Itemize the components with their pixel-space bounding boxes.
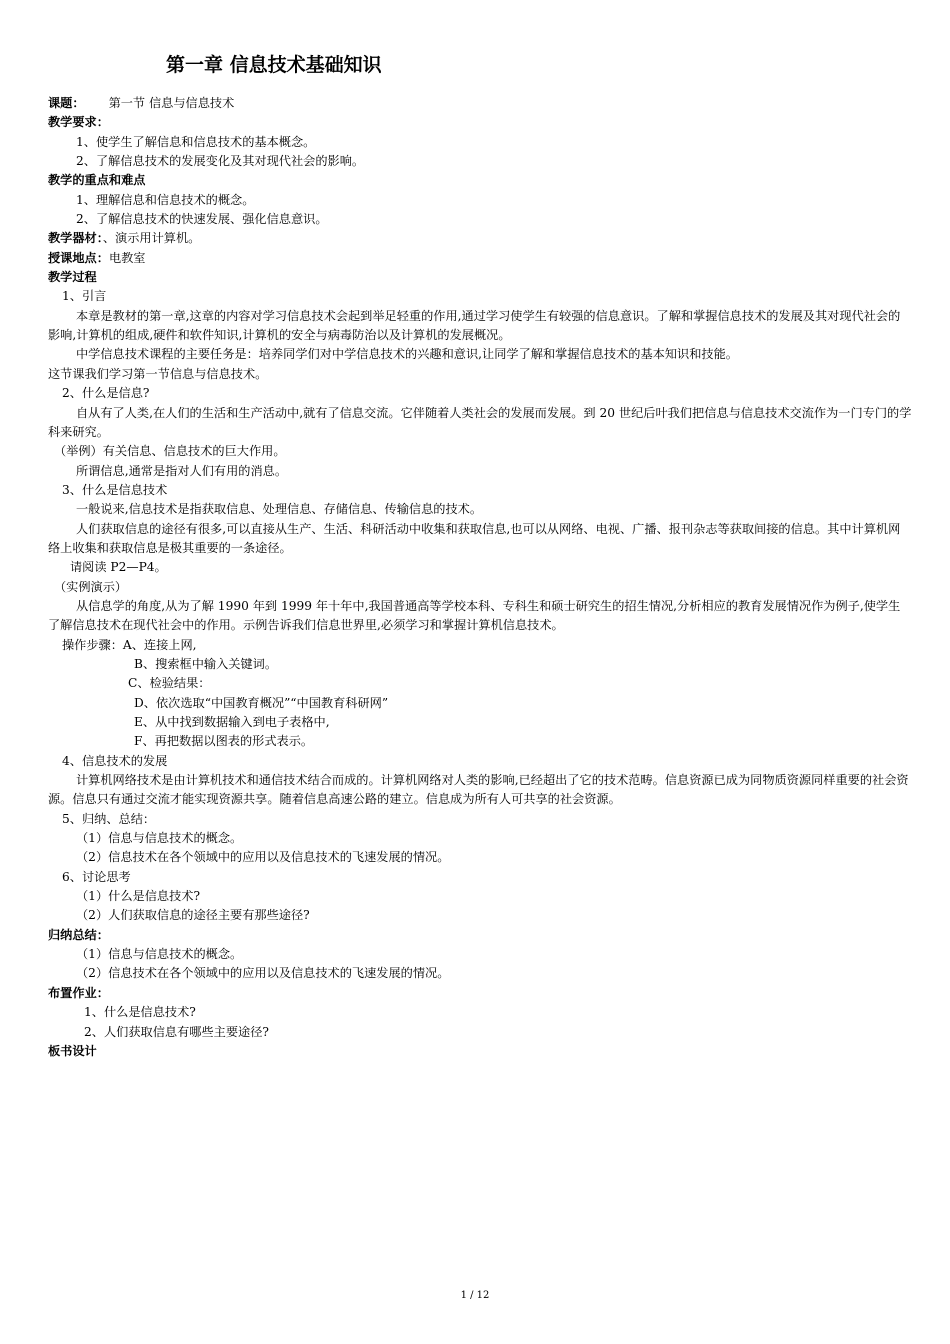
process-label: 教学过程 — [48, 270, 97, 285]
step-item: F、再把数据以图表的形式表示。 — [134, 734, 314, 749]
section-heading: 5、归纳、总结： — [62, 811, 156, 826]
focus-item: 1、理解信息和信息技术的概念。 — [76, 192, 255, 207]
paragraph: 请阅读 P2—P4。 — [70, 560, 167, 575]
summary-item: （2）信息技术在各个领域中的应用以及信息技术的飞速发展的情况。 — [76, 850, 450, 865]
paragraph: 所谓信息,通常是指对人们有用的消息。 — [76, 463, 288, 478]
conclusion-item: （2）信息技术在各个领域中的应用以及信息技术的飞速发展的情况。 — [76, 966, 450, 981]
summary-item: （1）信息与信息技术的概念。 — [76, 831, 243, 846]
conclusion-label: 归纳总结： — [48, 927, 109, 942]
equipment-value: 、演示用计算机。 — [102, 231, 201, 246]
step-item: 操作步骤：A、连接上网, — [62, 637, 197, 652]
requirements-label: 教学要求： — [48, 115, 109, 130]
place-line — [48, 249, 912, 268]
requirement-item: 1、使学生了解信息和信息技术的基本概念。 — [76, 134, 316, 149]
step-item: D、依次选取“中国教育概况”“中国教育科研网” — [134, 695, 389, 710]
step-item: C、检验结果： — [128, 676, 211, 691]
focus-label: 教学的重点和难点 — [48, 173, 146, 188]
course-value: 第一节 信息与信息技术 — [108, 96, 235, 110]
paragraph: 这节课我们学习第一节信息与信息技术。 — [48, 366, 268, 381]
paragraph: 一般说来,信息技术是指获取信息、处理信息、存储信息、传输信息的技术。 — [76, 502, 483, 517]
page-number: 1 / 12 — [460, 1290, 490, 1301]
course-line — [48, 94, 912, 113]
equipment-line — [48, 229, 912, 248]
paragraph: 计算机网络技术是由计算机技术和通信技术结合而成的。计算机网络对人类的影响,已经超出了它的技术范畴。信息资源已成为同物质资源同样重要的社会资源。信息只有通过交流才能实现资源共享。随着信息高速公路的建立。信息成为所有人可共享的社会资源。 — [48, 773, 909, 807]
focus-item: 2、了解信息技术的快速发展、强化信息意识。 — [76, 212, 328, 227]
section-heading: 1、引言 — [62, 289, 107, 304]
equipment-label: 教学器材： — [48, 231, 103, 246]
place-label: 授课地点： — [48, 250, 109, 265]
paragraph: 人们获取信息的途径有很多,可以直接从生产、生活、科研活动中收集和获取信息,也可以从网络、电视、广播、报刊杂志等获取间接的信息。其中计算机网络上收集和获取信息是极其重要的一条途径。 — [48, 521, 901, 555]
step-item: E、从中找到数据输入到电子表格中, — [134, 715, 330, 729]
paragraph: 中学信息技术课程的主要任务是：培养同学们对中学信息技术的兴趣和意识,让同学了解和掌握信息技术的基本知识和技能。 — [76, 347, 738, 362]
section-heading: 2、什么是信息? — [62, 386, 150, 401]
homework-item: 2、人们获取信息有哪些主要途径? — [84, 1024, 269, 1039]
place-value: 电教室 — [108, 250, 146, 265]
discussion-item: （1）什么是信息技术? — [76, 889, 200, 904]
course-label: 课题： — [48, 96, 85, 110]
paragraph: 从信息学的角度,从为了解 1990 年到 1999 年十年中,我国普通高等学校本科、专科生和硕士研究生的招生情况,分析相应的教育发展情况作为例子,使学生了解信息技术在现代社会中的作用。示例告诉我们信息世界里,必须学习和掌握计算机信息技术。 — [48, 598, 901, 633]
paragraph: （实例演示） — [54, 579, 128, 594]
homework-label: 布置作业： — [48, 985, 109, 1000]
board-design-label: 板书设计 — [48, 1043, 97, 1058]
homework-item: 1、什么是信息技术? — [84, 1005, 196, 1020]
step-item: B、搜索框中输入关键词。 — [134, 656, 278, 671]
paragraph: 本章是教材的第一章,这章的内容对学习信息技术会起到举足轻重的作用,通过学习使学生有较强的信息意识。了解和掌握信息技术的发展及其对现代社会的影响,计算机的组成,硬件和软件知识,计算机的安全与病毒防治以及计算机的发展概况。 — [48, 308, 901, 343]
conclusion-item: （1）信息与信息技术的概念。 — [76, 947, 243, 962]
section-heading: 4、信息技术的发展 — [62, 753, 168, 768]
requirement-item: 2、了解信息技术的发展变化及其对现代社会的影响。 — [76, 154, 365, 169]
section-heading: 3、什么是信息技术 — [62, 482, 168, 497]
paragraph: 自从有了人类,在人们的生活和生产活动中,就有了信息交流。它伴随着人类社会的发展而发展。到 20 世纪后叶我们把信息与信息技术交流作为一门专门的学科来研究。 — [48, 405, 912, 439]
section-heading: 6、讨论思考 — [62, 869, 131, 884]
chapter-title: 第一章 信息技术基础知识 — [166, 54, 382, 76]
lesson-content — [48, 94, 912, 1061]
paragraph: （举例）有关信息、信息技术的巨大作用。 — [54, 444, 286, 459]
discussion-item: （2）人们获取信息的途径主要有那些途径? — [76, 908, 310, 923]
